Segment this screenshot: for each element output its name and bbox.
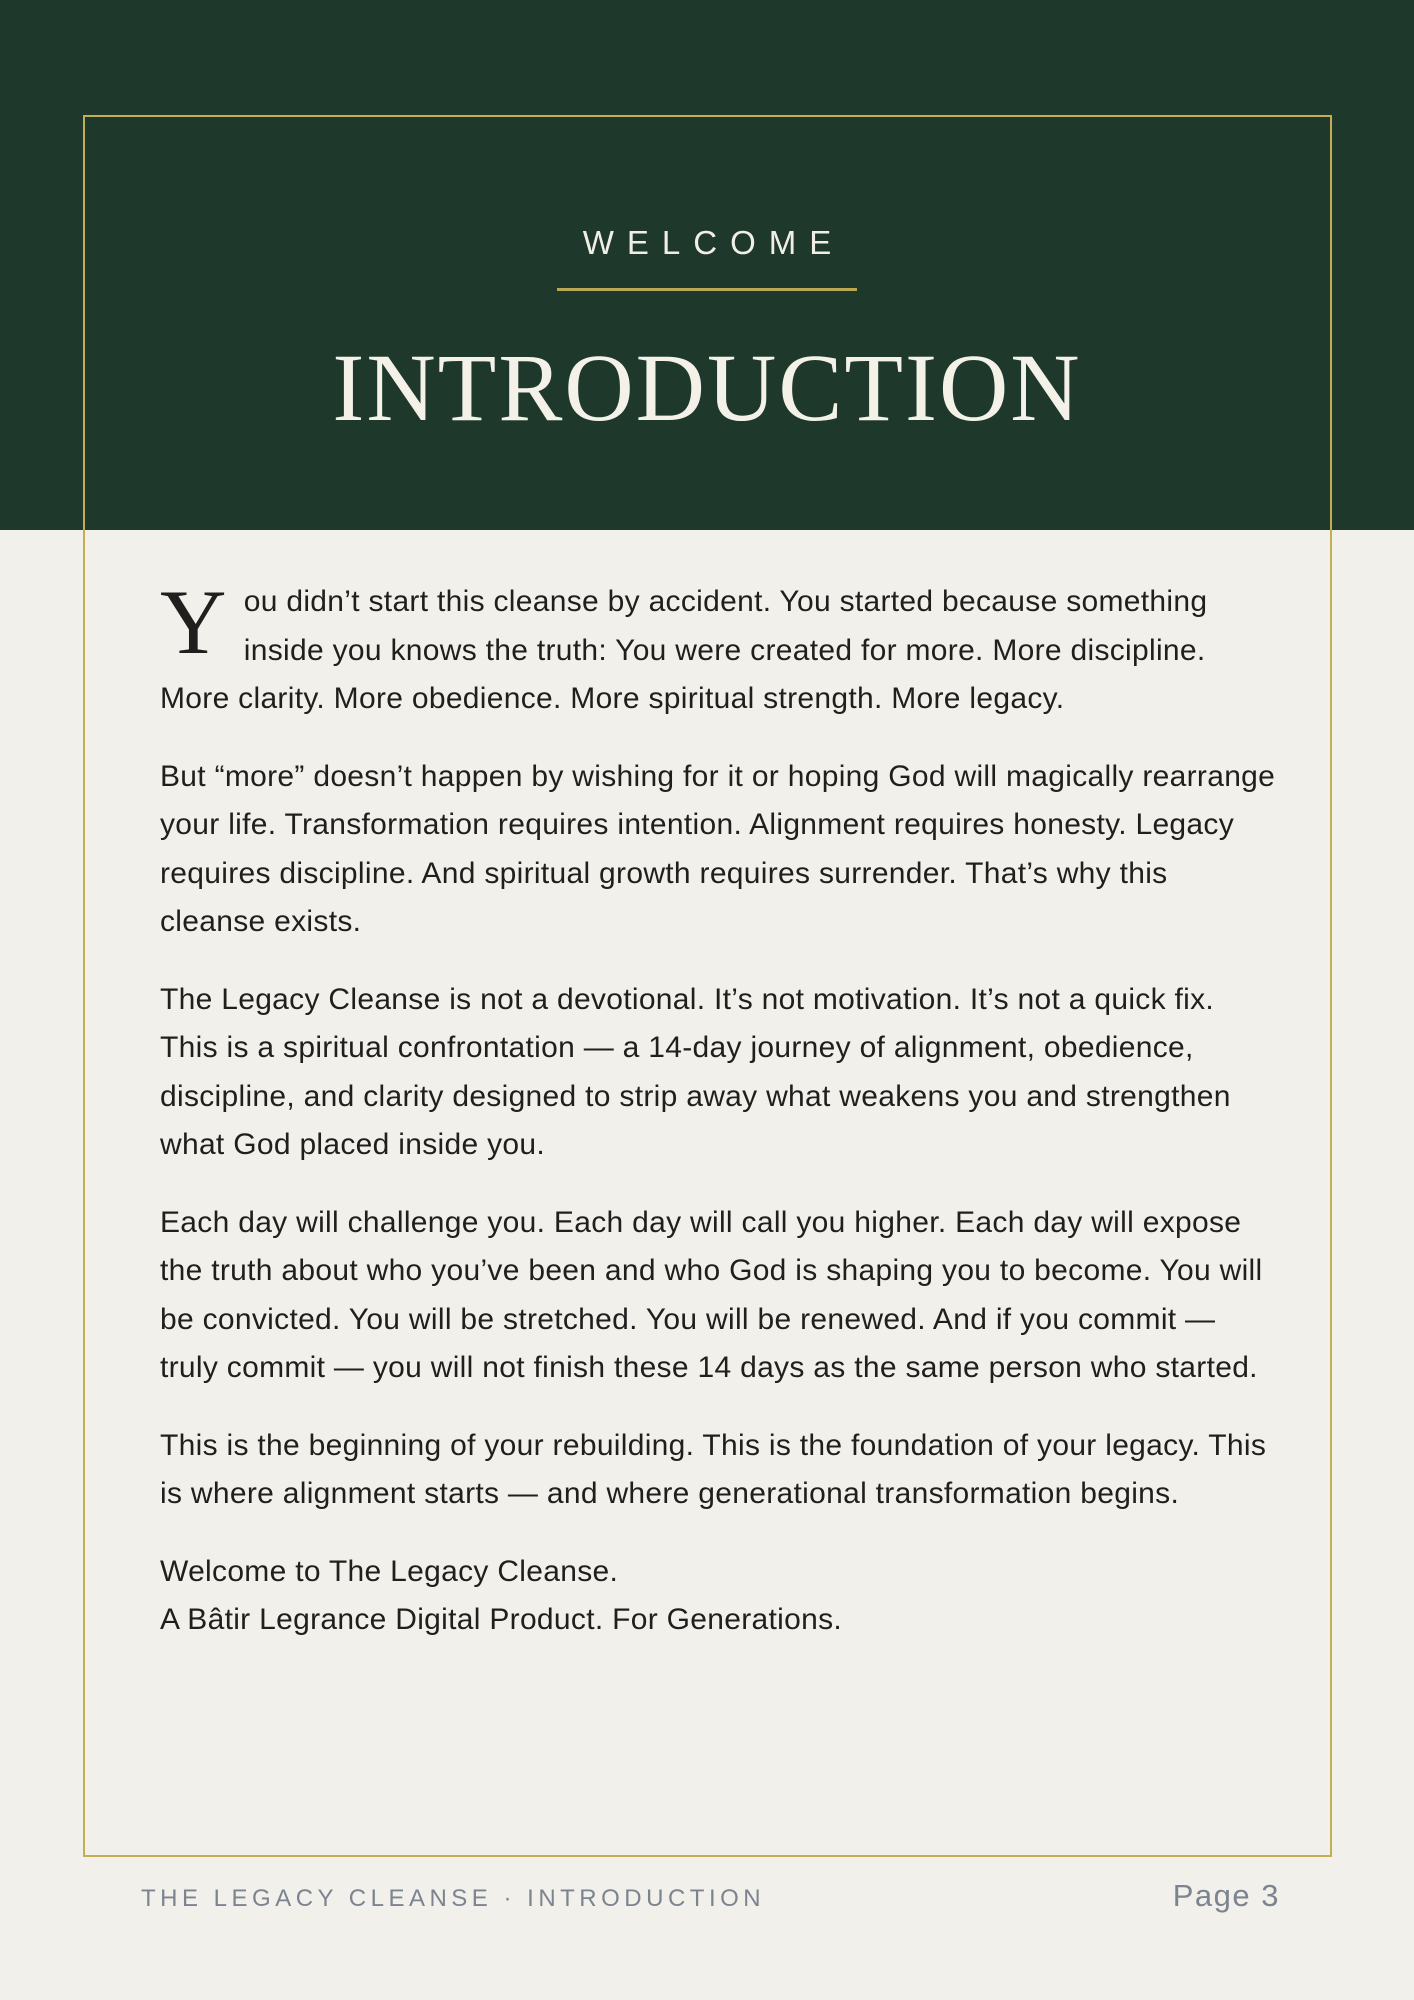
eyebrow-label: WELCOME — [582, 224, 845, 261]
footer-document-title: THE LEGACY CLEANSE · INTRODUCTION — [141, 1885, 766, 1912]
gold-divider — [557, 288, 857, 291]
body-paragraph: But “more” doesn’t happen by wishing for it or hoping God will magically rearrange your life. Transformation requires intention. Alignment requires honesty. Legacy requires discipline. And spiritual growth requires surrender. That’s why this cleanse exists. — [160, 759, 1276, 938]
page-footer — [141, 1878, 1280, 1914]
intro-paragraph-text: ou didn’t start this cleanse by accident. You started because something inside you knows the truth: You were created for more. More discipline. More clarity. More obedience. More spiritual strength. More legacy. — [160, 585, 1208, 715]
body-paragraph: Each day will challenge you. Each day will call you higher. Each day will expose the truth about who you’ve been and who God is shaping you to become. You will be convicted. You will be stretched. You will be renewed. And if you commit — truly commit — you will not finish these 14 days as the same person who started. — [160, 1205, 1263, 1384]
closing-paragraph — [160, 1548, 1280, 1645]
drop-cap: Y — [160, 571, 227, 673]
closing-line-2: A Bâtir Legrance Digital Product. For Generations. — [160, 1603, 843, 1636]
footer-page-number: Page 3 — [1172, 1878, 1280, 1913]
header-band — [0, 0, 1414, 530]
body-copy — [160, 571, 1280, 1645]
closing-line-1: Welcome to The Legacy Cleanse. — [160, 1554, 619, 1588]
page-title: INTRODUCTION — [332, 334, 1082, 441]
body-paragraph: The Legacy Cleanse is not a devotional. It’s not motivation. It’s not a quick fix. This is a spiritual confrontation — a 14-day journey of alignment, obedience, discipline, and clarity designed to strip away what weakens you and strengthen what God placed inside you. — [160, 982, 1231, 1161]
body-paragraph: This is the beginning of your rebuilding. This is the foundation of your legacy. This is where alignment starts — and where generational transformation begins. — [160, 1428, 1267, 1510]
intro-paragraph — [160, 571, 1280, 724]
